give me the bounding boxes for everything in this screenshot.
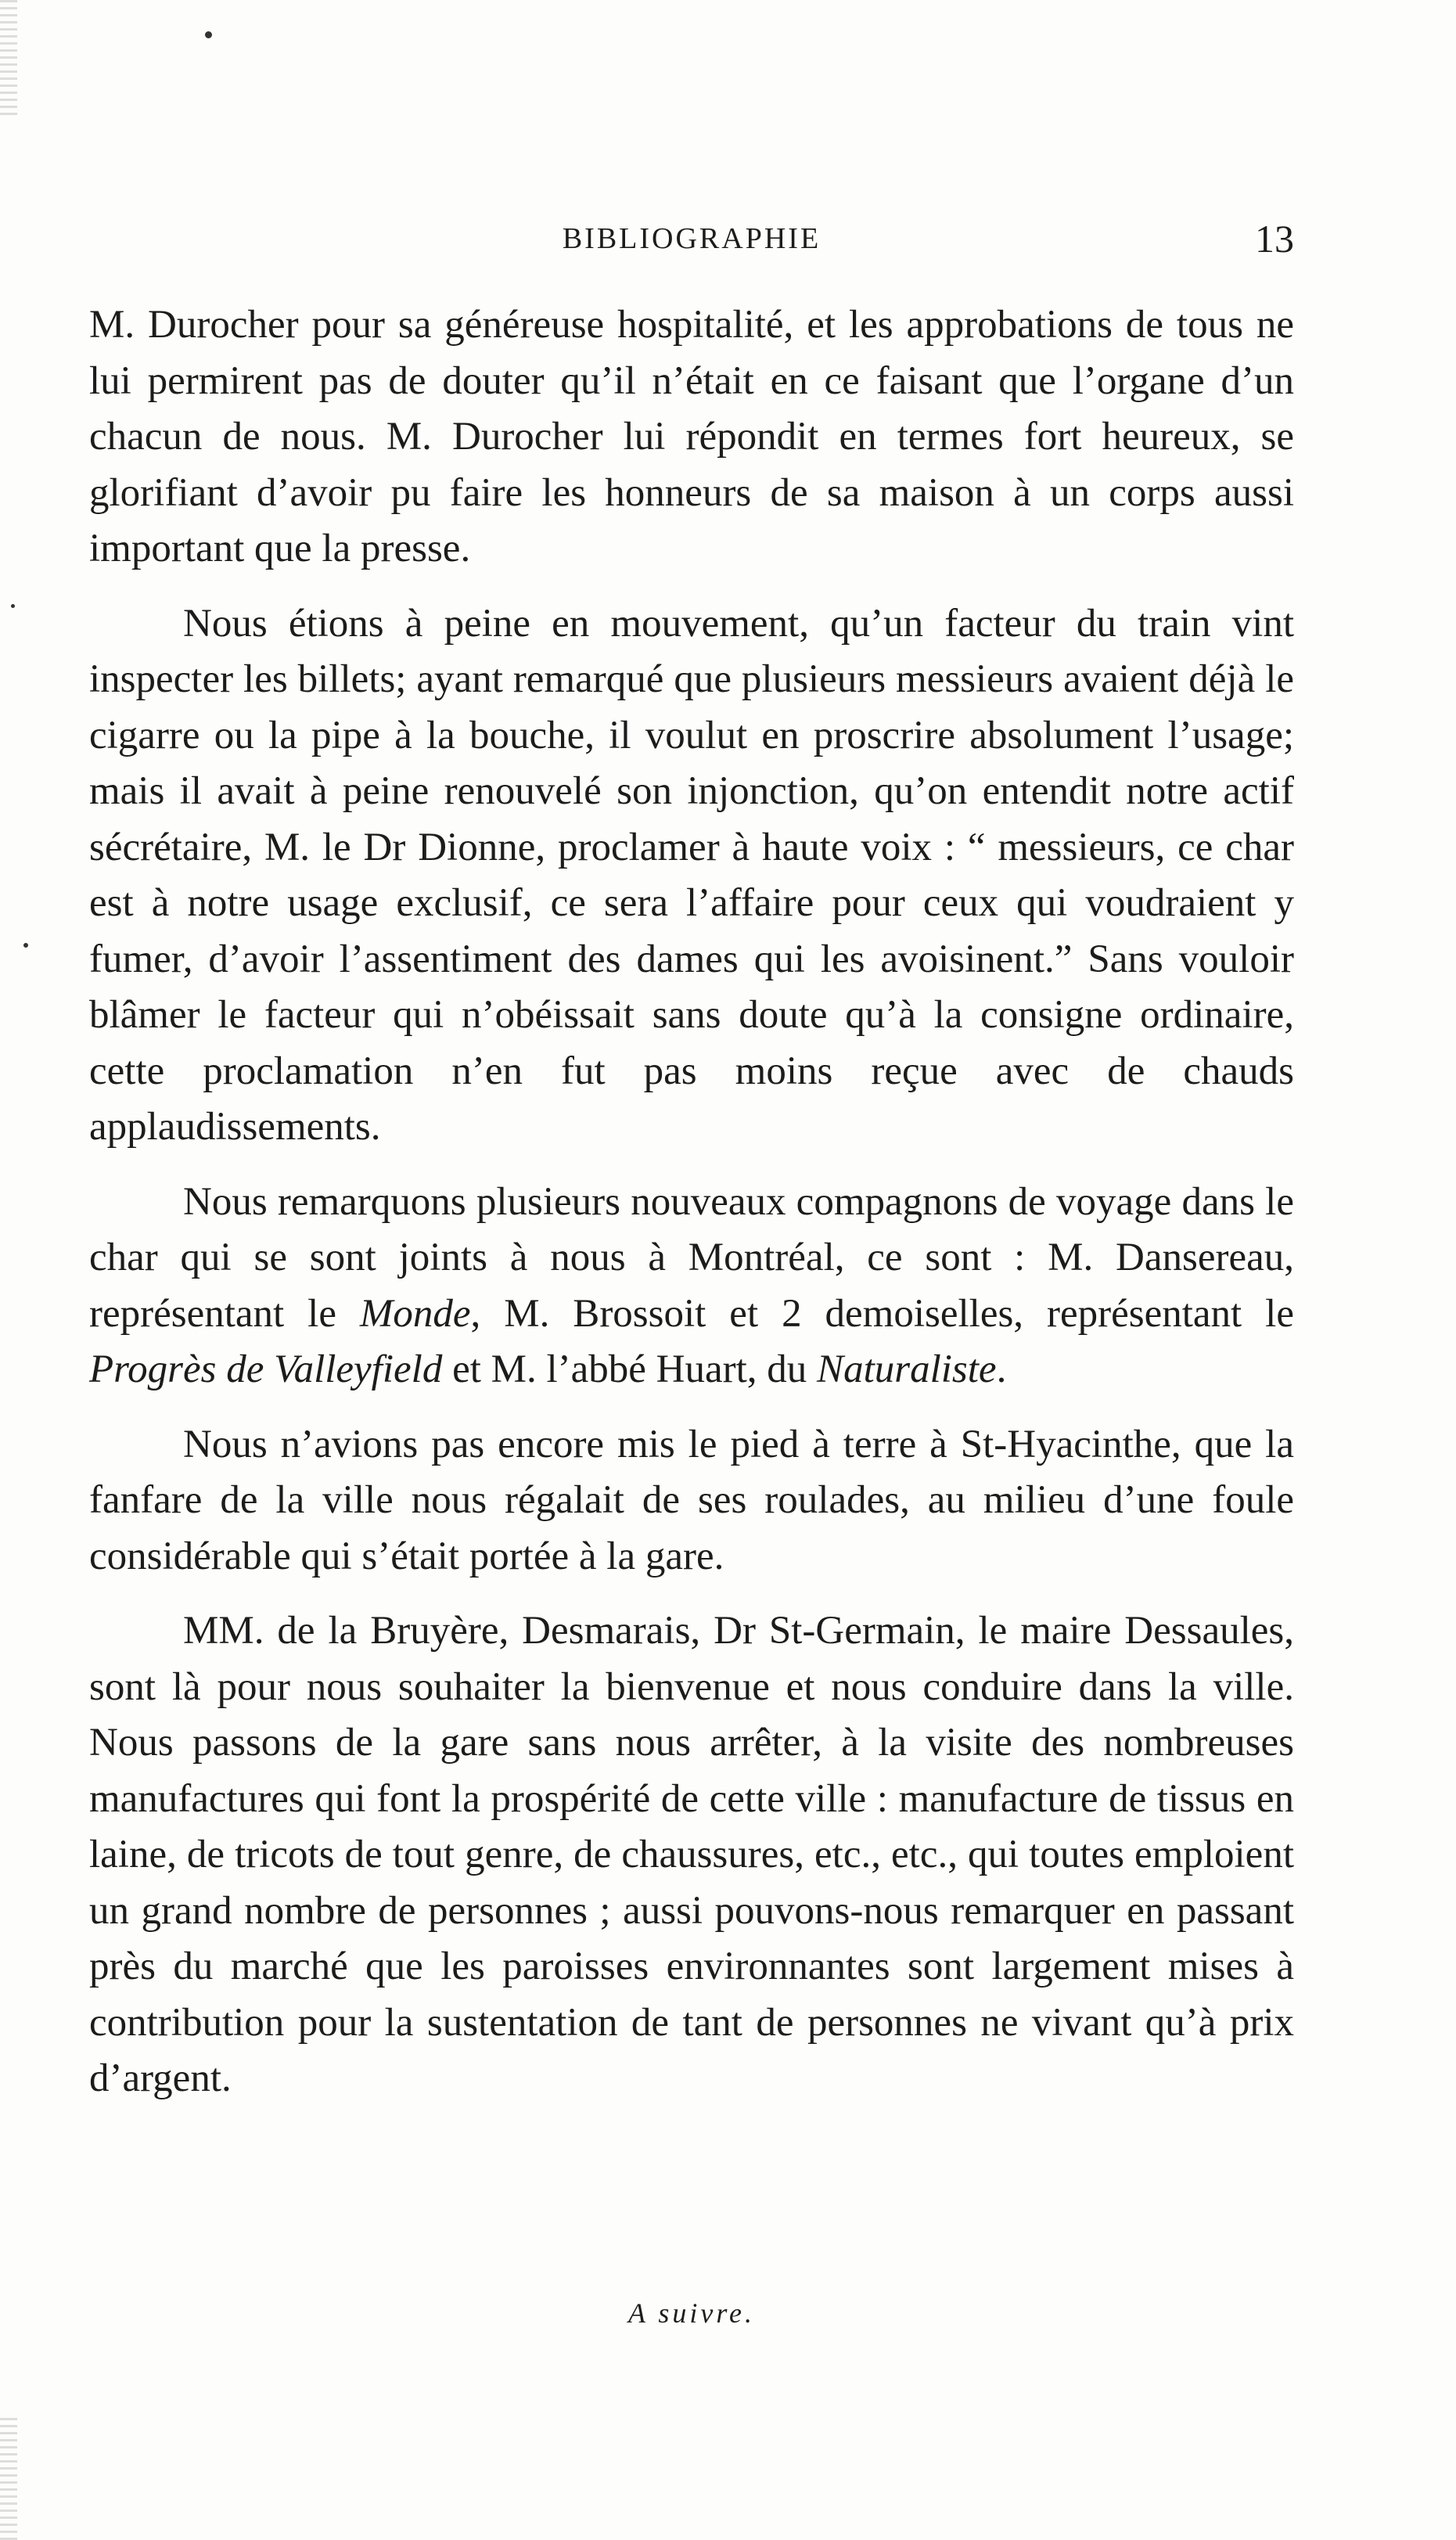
newspaper-title: Naturaliste — [817, 1347, 997, 1391]
paragraph — [89, 1175, 1294, 1398]
paragraph: M. Durocher pour sa généreuse hospitalité, et les approbations de tous ne lui permirent pas de douter qu’il n’était en ce faisant que l’organe d’un chacun de nous. M. Durocher lui répondit en termes fort heureux, se glorifiant d’avoir pu faire les honneurs de sa maison à un corps aussi important que la presse. — [89, 303, 1294, 570]
paragraph: MM. de la Bruyère, Desmarais, Dr St-Germain, le maire Dessaules, sont là pour nous souhaiter la bienvenue et nous conduire dans la ville. Nous passons de la gare sans nous arrêter, à la visite des nombreuses manufactures qui font la prospérité de cette ville : manufacture de tissus en laine, de tricots de tout genre, de chaussures, etc., etc., qui toutes emploient un grand nombre de personnes ; aussi pouvons-nous remarquer en passant près du marché que les paroisses environnantes sont largement mises à contribution pour la sustentation de tant de personnes ne vivant qu’à prix d’argent. — [89, 1609, 1294, 2100]
running-head: BIBLIOGRAPHIE — [562, 222, 821, 255]
paragraph-text: . — [996, 1347, 1007, 1391]
paragraph-text: , M. Brossoit et 2 demoiselles, représentant le — [470, 1291, 1294, 1336]
paragraph: Nous étions à peine en mouvement, qu’un facteur du train vint inspecter les billets; ayant remarqué que plusieurs messieurs avaient déjà le cigarre ou la pipe à la bouche, il voulut en proscrire absolument l’usage; mais il avait à peine renouvelé son injonction, qu’on entendit notre actif sécrétaire, M. le Dr Dionne, proclamer à haute voix : “ messieurs, ce char est à notre usage exclusif, ce sera l’affaire pour ceux qui voudraient y fumer, d’avoir l’assentiment des dames qui les avoisinent.” Sans vouloir blâmer le facteur qui n’obéissait sans doute qu’à la consigne ordinaire, cette proclamation n’en fut pas moins reçue avec de chauds applaudissements. — [89, 601, 1294, 1149]
continued-note: A suivre. — [628, 2297, 755, 2329]
page-header — [89, 215, 1294, 270]
newspaper-title: Progrès de Valleyfield — [89, 1347, 443, 1391]
paragraph-text: Nous remarquons plusieurs nouveaux compagnons de voyage dans le char qui se sont joints à nous à Montréal, ce sont : M. Dansereau, représentant le — [89, 1179, 1294, 1336]
paragraph: Nous n’avions pas encore mis le pied à terre à St-Hyacinthe, que la fanfare de la ville nous régalait de ses roulades, au milieu d’une foule considérable qui s’était portée à la gare. — [89, 1422, 1294, 1578]
paragraph-text: et M. l’abbé Huart, du — [442, 1347, 818, 1391]
scan-speck — [23, 943, 28, 948]
scan-edge-noise — [0, 2418, 17, 2540]
newspaper-title: Monde — [359, 1291, 471, 1336]
scan-speck — [205, 31, 212, 38]
page-number: 13 — [1255, 217, 1294, 261]
scan-speck — [11, 604, 15, 608]
scan-edge-noise — [0, 0, 17, 117]
body-text — [89, 297, 1294, 2107]
